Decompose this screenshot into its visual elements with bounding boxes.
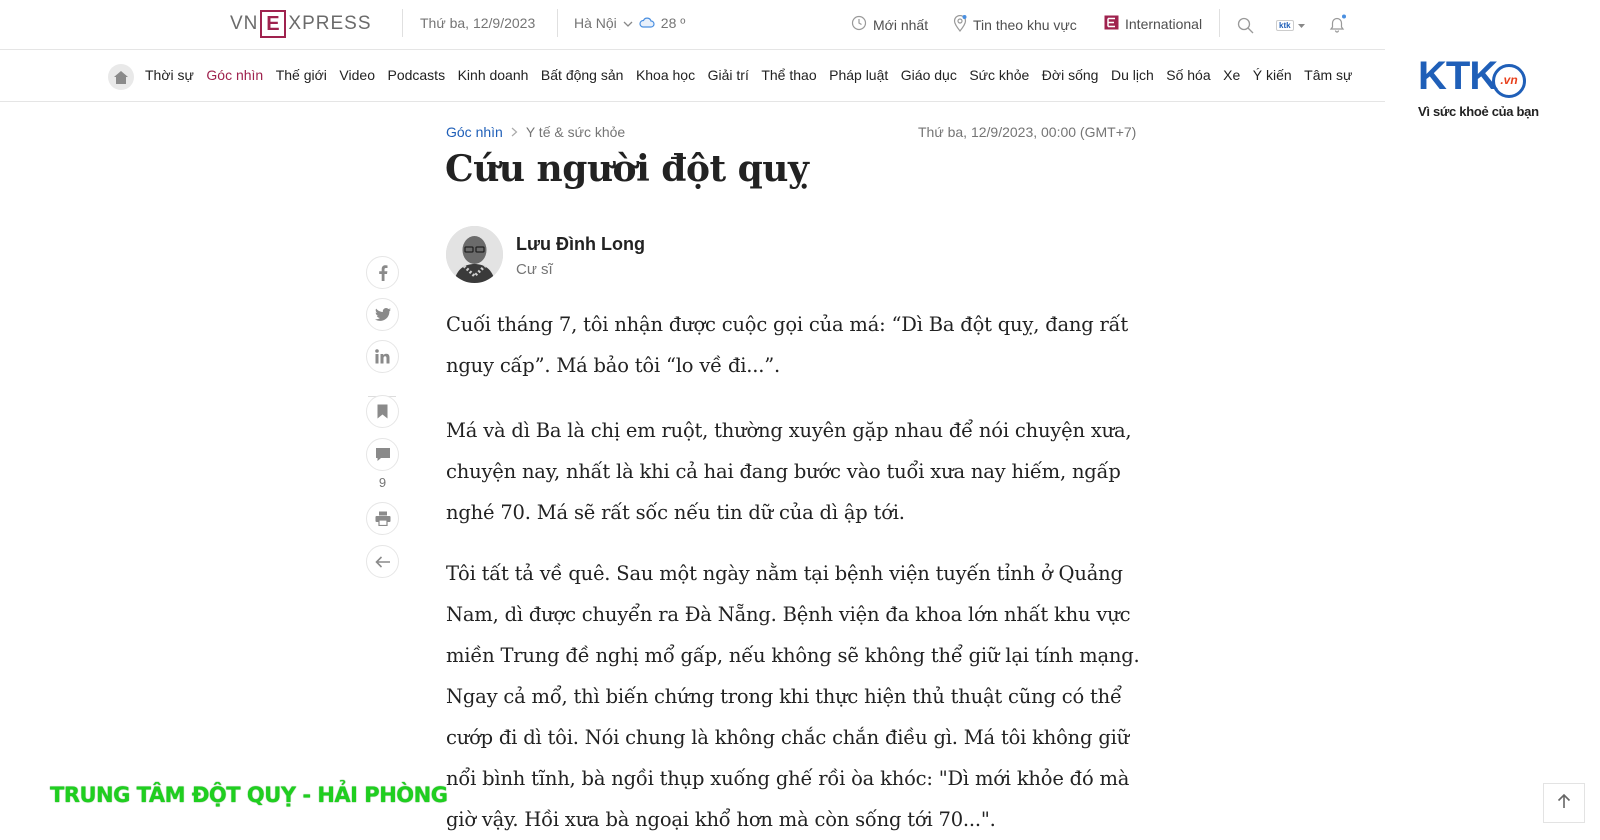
logo-text-left: VN	[230, 13, 259, 34]
international-link[interactable]	[1104, 15, 1202, 33]
scroll-to-top-button[interactable]	[1543, 783, 1585, 823]
nav-item-y-kien[interactable]: Ý kiến	[1252, 67, 1292, 83]
article-paragraph: Má và dì Ba là chị em ruột, thường xuyên gặp nhau để nói chuyện xưa, chuyện nay, nhất là khi cả hai đang bước vào tuổi xưa nay hiếm, ngấp nghé 70. Má sẽ rất sốc nếu tin dữ của dì ập tới.	[446, 419, 1132, 524]
nav-item-suc-khoe[interactable]: Sức khỏe	[969, 67, 1030, 83]
nav-item-goc-nhin[interactable]: Góc nhìn	[206, 67, 264, 83]
author-role: Cư sĩ	[516, 261, 553, 278]
nav-item-podcasts[interactable]: Podcasts	[387, 67, 446, 83]
print-icon[interactable]	[366, 502, 399, 535]
header-divider	[557, 9, 558, 37]
international-label: International	[1125, 16, 1203, 32]
vnexpress-logo[interactable]	[230, 9, 372, 39]
nav-item-du-lich[interactable]: Du lịch	[1110, 67, 1154, 83]
ktk-domain-ring: .vn	[1492, 64, 1526, 98]
header-divider	[1219, 9, 1220, 37]
breadcrumb-item-y-te[interactable]: Y tế & sức khỏe	[525, 124, 626, 140]
linkedin-share-icon[interactable]	[366, 340, 399, 373]
ktk-small-logo: ktk	[1276, 20, 1294, 31]
article-paragraph: Cuối tháng 7, tôi nhận được cuộc gọi của má: “Dì Ba đột quỵ, đang rất nguy cấp”. Má bảo tôi “lo về đi...”.	[446, 313, 1129, 377]
header-divider	[402, 9, 403, 37]
author-name[interactable]: Lưu Đình Long	[516, 234, 645, 254]
breadcrumb-item-goc-nhin[interactable]: Góc nhìn	[446, 124, 503, 140]
ktk-account-menu[interactable]	[1276, 16, 1305, 34]
back-arrow-icon[interactable]	[366, 545, 399, 578]
search-icon[interactable]	[1237, 17, 1254, 39]
ktk-ad-logo[interactable]	[1418, 54, 1539, 119]
location-selector[interactable]	[574, 15, 685, 31]
nav-item-thoi-su[interactable]: Thời sự	[145, 67, 194, 83]
ktk-brand: KTK	[1418, 54, 1498, 98]
caret-down-icon	[1298, 16, 1305, 34]
chevron-down-icon	[623, 15, 633, 31]
stroke-center-watermark: TRUNG TÂM ĐỘT QUỴ - HẢI PHÒNG	[50, 783, 448, 807]
international-e-icon	[1104, 15, 1119, 33]
latest-label: Mới nhất	[873, 16, 929, 33]
logo-text-right: XPRESS	[288, 13, 372, 34]
nav-item-giao-duc[interactable]: Giáo dục	[900, 67, 957, 83]
article-paragraph: Tôi tất tả về quê. Sau một ngày nằm tại bệnh viện tuyến tỉnh ở Quảng Nam, dì được chuyển ra Đà Nẵng. Bệnh viện đa khoa lớn nhất khu vực miền Trung đề nghị mổ gấp, nếu không sẽ không thể giữ lại tính mạng. Ngay cả mổ, thì biến chứng trong khi thực hiện thủ thuật cũng có thể cướp đi dì tôi. Nói chung là không chắc chắn điều gì. Má tôi không giữ nổi bình tĩnh, bà ngồi thụp xuống ghế rồi òa khóc: "Dì mới khỏe đó mà giờ vậy. Hồi xưa bà ngoại khổ hơn mà còn sống tới 70...".	[446, 562, 1140, 831]
location-pin-icon	[953, 15, 967, 35]
breadcrumb	[446, 124, 625, 140]
chevron-right-icon	[511, 125, 518, 140]
article-datetime: Thứ ba, 12/9/2023, 00:00 (GMT+7)	[918, 124, 1137, 140]
ktk-tagline: Vì sức khoẻ của bạn	[1418, 104, 1539, 119]
nav-item-xe[interactable]: Xe	[1223, 67, 1241, 83]
nav-item-khoa-hoc[interactable]: Khoa học	[635, 67, 696, 83]
bell-icon[interactable]	[1327, 14, 1347, 39]
nav-item-video[interactable]: Video	[339, 67, 375, 83]
nav-item-the-gioi[interactable]: Thế giới	[275, 67, 327, 83]
nav-item-phap-luat[interactable]: Pháp luật	[829, 67, 889, 83]
location-label: Hà Nội	[574, 15, 617, 31]
top-header	[0, 0, 1385, 50]
header-date: Thứ ba, 12/9/2023	[420, 15, 536, 31]
nav-item-kinh-doanh[interactable]: Kinh doanh	[457, 67, 529, 83]
comment-count: 9	[378, 475, 387, 490]
nav-item-so-hoa[interactable]: Số hóa	[1166, 67, 1211, 83]
twitter-share-icon[interactable]	[366, 298, 399, 331]
cloud-icon	[639, 15, 655, 31]
nav-item-bat-dong-san[interactable]: Bất động sản	[540, 67, 624, 83]
logo-e-box: E	[260, 10, 286, 38]
nav-item-doi-song[interactable]: Đời sống	[1041, 67, 1099, 83]
facebook-share-icon[interactable]	[366, 256, 399, 289]
comment-icon[interactable]	[366, 438, 399, 471]
latest-news-link[interactable]	[851, 15, 928, 34]
temperature: 28 º	[660, 15, 686, 31]
regional-news-link[interactable]	[953, 15, 1077, 35]
home-icon[interactable]	[108, 64, 134, 90]
arrow-up-icon	[1557, 793, 1571, 814]
nav-item-the-thao[interactable]: Thể thao	[761, 67, 817, 83]
nav-item-giai-tri[interactable]: Giải trí	[707, 67, 749, 83]
clock-icon	[851, 15, 867, 34]
category-nav	[0, 51, 1385, 102]
regional-news-label: Tin theo khu vực	[973, 17, 1077, 33]
bookmark-icon[interactable]	[366, 395, 399, 428]
nav-item-tam-su[interactable]: Tâm sự	[1304, 67, 1353, 83]
article-title: Cứu người đột quỵ	[445, 148, 809, 190]
author-avatar[interactable]	[446, 226, 503, 283]
nav-items	[145, 67, 1365, 83]
